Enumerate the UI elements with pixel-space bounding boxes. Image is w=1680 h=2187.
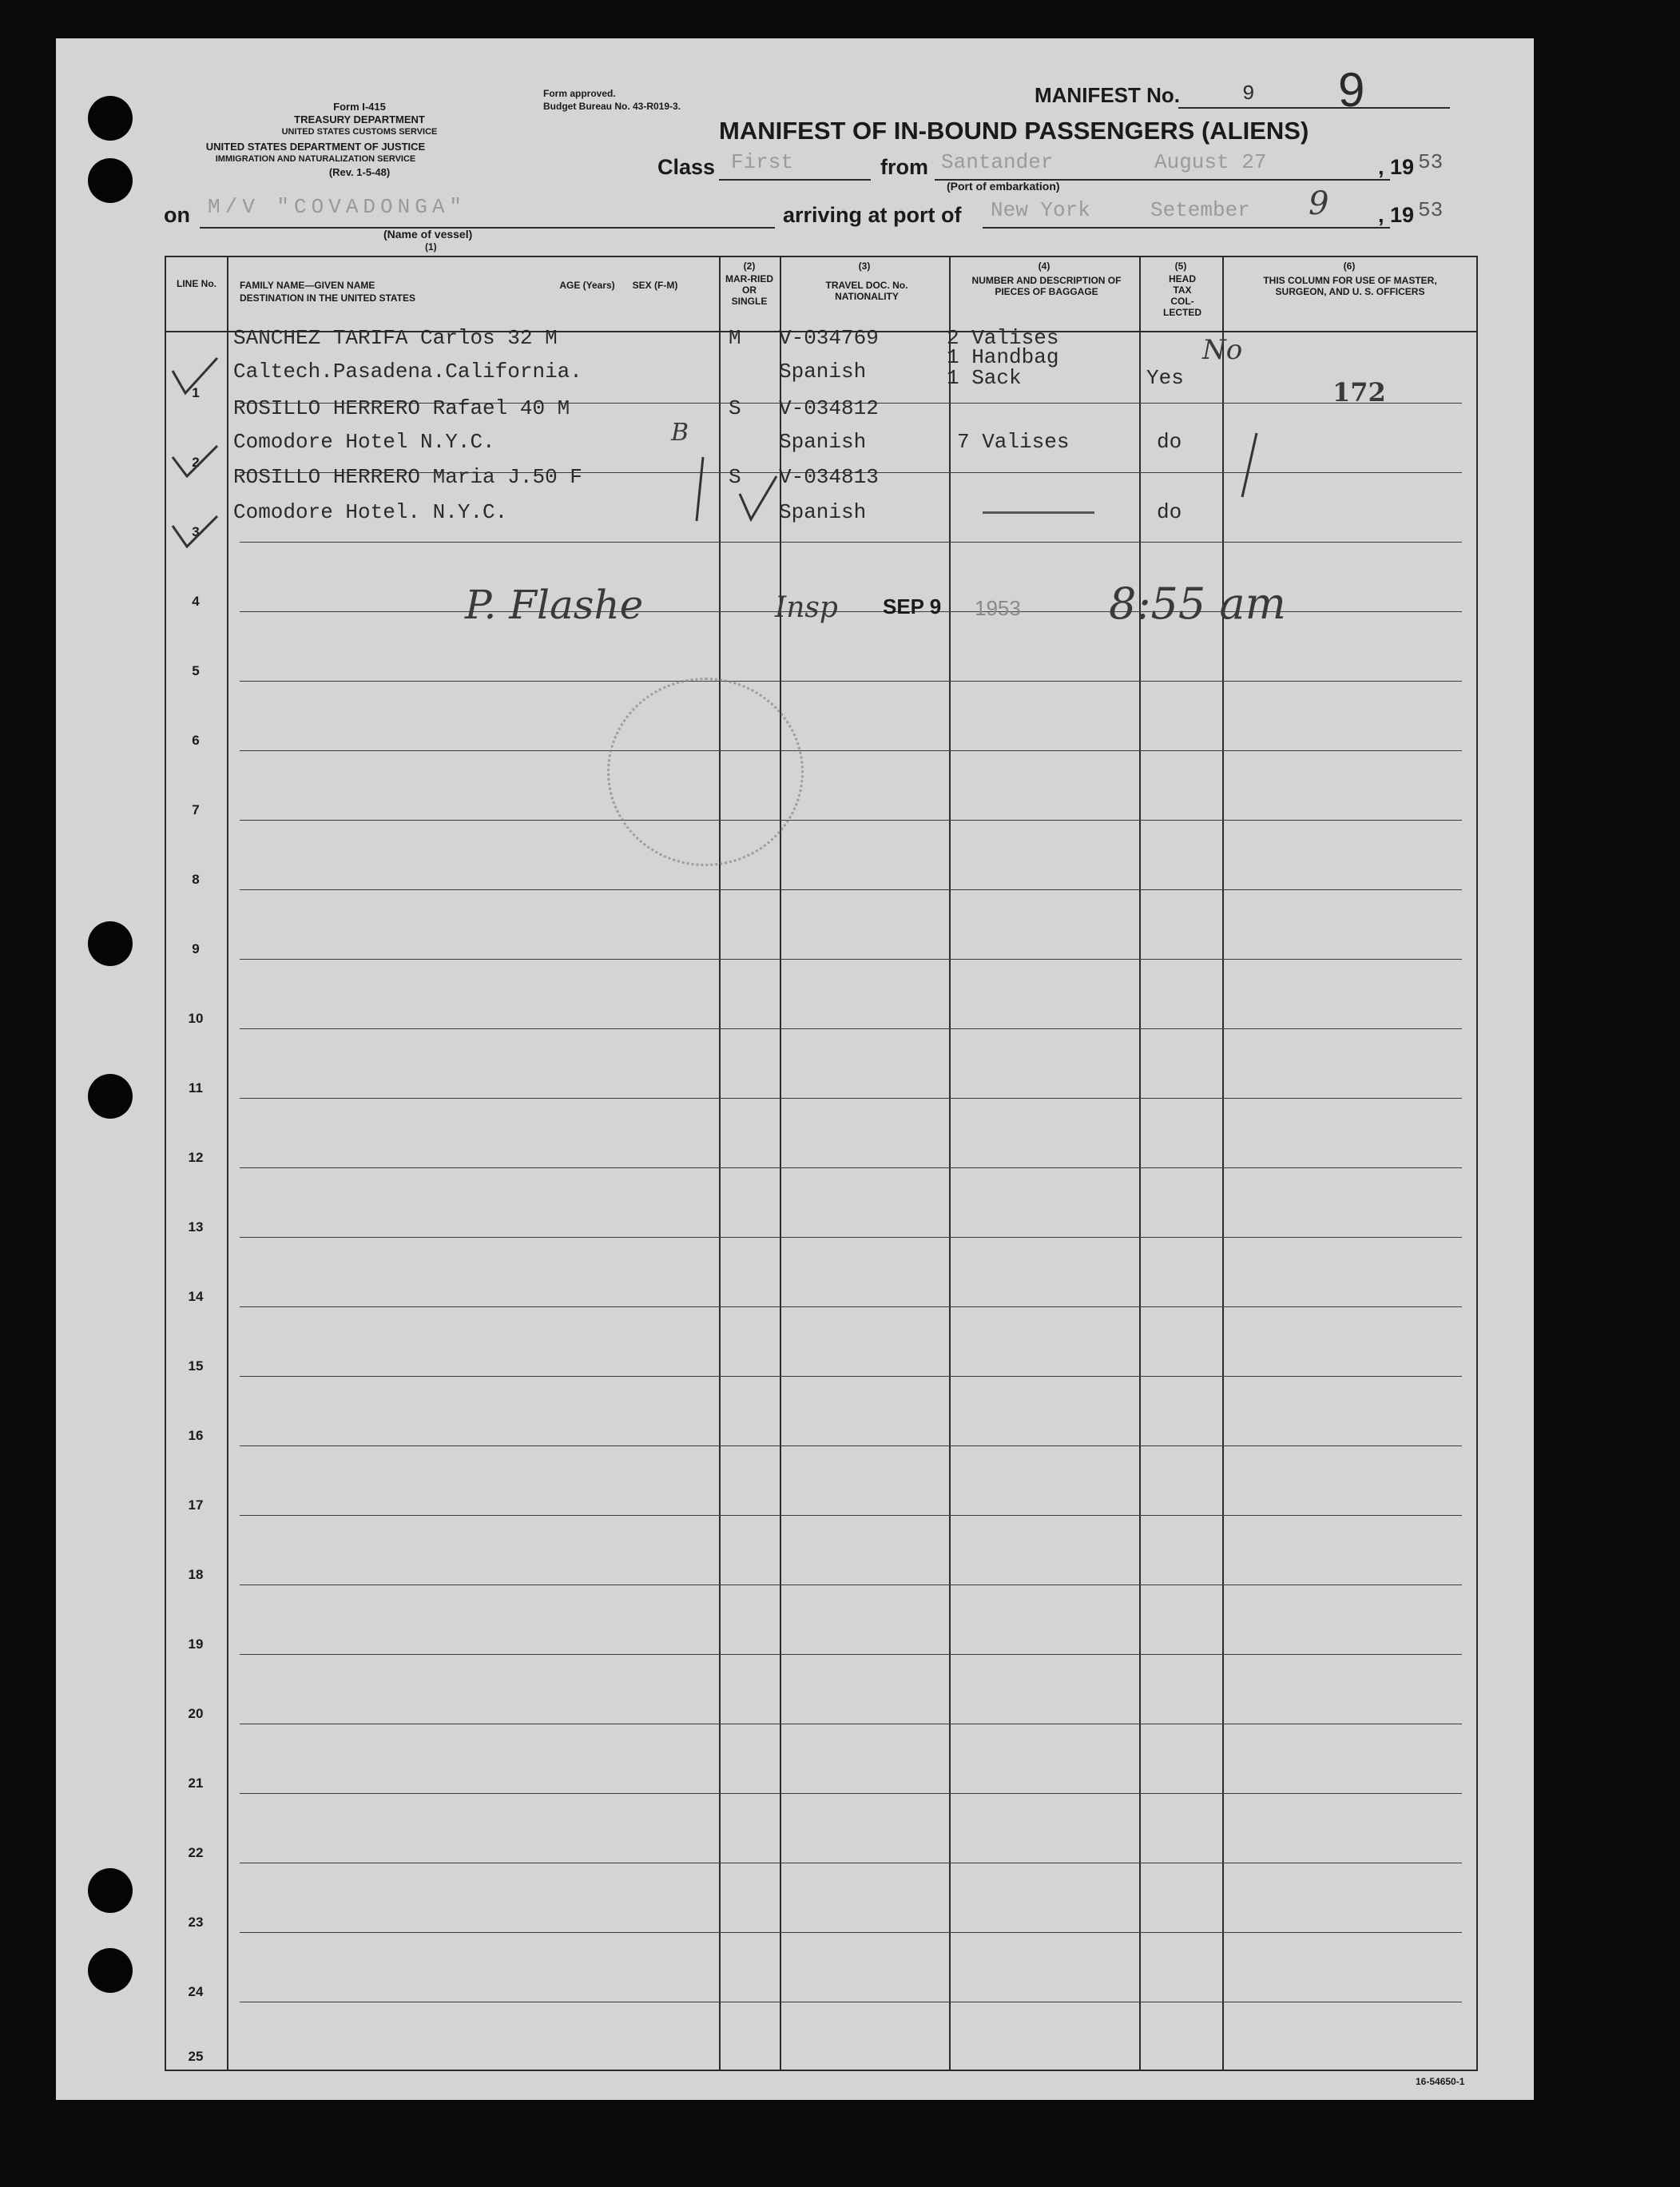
table-top-border [165,256,1478,257]
arriving-label: arriving at port of [783,203,962,227]
row-line [240,820,1462,821]
col-divider-doc [780,256,781,2071]
header-head-tax: HEAD TAX COL-LECTED [1163,273,1201,318]
header-marital: MAR-RIED OR SINGLE [725,273,773,307]
line-number: 18 [188,1567,204,1582]
row-line [240,542,1462,543]
table-left-border [165,256,166,2071]
manifest-no-line [1178,107,1450,109]
entry1-name-age-sex: SANCHEZ TARIFA Carlos 32 M [233,326,558,350]
header-officers-num: (6) [1343,260,1356,272]
row-line [240,1793,1462,1794]
vessel-line [200,227,775,229]
col-divider-marital [719,256,721,2071]
manifest-no-handwritten: 9 [1338,63,1365,117]
form-footer-code: 16-54650-1 [1416,2076,1465,2087]
header-tax-num: (5) [1174,260,1187,272]
check-mark-icon [168,353,224,401]
vessel-name: M/V "COVADONGA" [208,195,467,219]
line-number: 10 [188,1011,204,1026]
entry1-doc: V-034769 [779,326,879,350]
vessel-col-num: (1) [425,241,437,252]
entry2-baggage: 7 Valises [957,430,1070,454]
row-line [240,959,1462,960]
row-line [240,681,1462,682]
on-label: on [164,203,190,227]
manifest-no-typed: 9 [1242,82,1255,105]
line-number: 3 [192,524,200,539]
punch-hole [88,96,133,141]
entry2-doc: V-034812 [779,396,879,420]
row-line [240,1237,1462,1238]
line-number: 14 [188,1289,204,1304]
line-number: 25 [188,2049,204,2064]
punch-hole [88,1074,133,1119]
col-divider-tax [1139,256,1141,2071]
header-officers: THIS COLUMN FOR USE OF MASTER, SURGEON, AND U. S. OFFICERS [1263,275,1437,297]
header-line-no: LINE No. [177,278,216,289]
entry3-baggage-dash [983,511,1094,514]
class-label: Class [657,155,716,179]
official-seal-stamp [607,678,804,866]
line-number: 23 [188,1915,204,1930]
vessel-caption: (Name of vessel) [383,228,473,241]
entry3-destination: Comodore Hotel. N.Y.C. [233,500,508,524]
check-mark-icon [168,502,224,550]
treasury-dept: TREASURY DEPARTMENT [294,113,425,125]
manifest-page [56,38,1534,2100]
depart-year-prefix: , 19 [1378,155,1415,179]
punch-hole [88,1948,133,1993]
entry3-name-age-sex: ROSILLO HERRERO Maria J.50 F [233,465,582,489]
line-number: 21 [188,1775,204,1791]
line-number: 9 [192,941,200,956]
line-number: 16 [188,1428,204,1443]
line-number: 6 [192,733,200,748]
margin-handwritten-b: B [671,419,689,447]
line-number: 13 [188,1219,204,1235]
header-baggage: NUMBER AND DESCRIPTION OF PIECES OF BAGGAGE [971,275,1122,297]
customs-service: UNITED STATES CUSTOMS SERVICE [281,127,438,137]
entry1-head-tax: Yes [1146,366,1184,390]
row-line [240,1028,1462,1029]
check-mark-icon [687,454,719,526]
embarkation-caption: (Port of embarkation) [947,180,1060,193]
entry1-officer-note: 172 [1332,377,1386,408]
col-divider-baggage [949,256,951,2071]
header-travel-doc: TRAVEL DOC. No. NATIONALITY [825,280,908,302]
budget-bureau: Budget Bureau No. 43-R019-3. [543,101,681,112]
line-number: 12 [188,1150,204,1165]
row-line [240,1167,1462,1168]
arrival-day: 9 [1309,185,1329,222]
line-number: 15 [188,1358,204,1374]
entry3-doc: V-034813 [779,465,879,489]
row-line [240,1445,1462,1446]
form-id: Form I-415 [333,101,386,113]
col-divider-officers [1222,256,1224,2071]
entry1-destination: Caltech.Pasadena.California. [233,360,582,384]
arrival-line [983,227,1390,229]
entry1-nationality: Spanish [779,360,867,384]
check-mark-icon [735,470,783,526]
arrival-month: Setember [1150,198,1250,222]
arrival-time: 8:55 am [1109,579,1286,629]
line-number: 22 [188,1845,204,1860]
line-number: 8 [192,872,200,887]
line-number: 11 [189,1080,203,1095]
entry2-nationality: Spanish [779,430,867,454]
header-age: AGE (Years) [559,280,615,291]
entry1-baggage-1: 2 Valises [947,326,1059,350]
check-mark-icon [1234,430,1266,502]
entry3-head-tax: do [1157,500,1182,524]
class-value: First [731,150,794,174]
inspector-title: Insp [775,591,838,624]
header-baggage-num: (4) [1038,260,1050,272]
line-number: 5 [192,663,200,678]
manifest-no-label: MANIFEST No. [1035,83,1180,107]
arrival-year: 53 [1418,198,1444,222]
punch-hole [88,921,133,966]
inspector-signature: P. Flashe [465,582,644,628]
line-number: 17 [188,1497,204,1513]
depart-date: August 27 [1154,150,1267,174]
row-line [240,1654,1462,1655]
header-sex: SEX (F-M) [632,280,678,291]
row-line [240,1306,1462,1307]
depart-year: 53 [1418,150,1444,174]
entry3-marital: S [729,465,741,489]
from-label: from [880,155,928,179]
arrival-year-prefix: , 19 [1378,203,1415,227]
arrival-port: New York [991,198,1090,222]
check-mark-icon [168,433,224,481]
arrival-stamp-date: SEP 9 [883,594,942,618]
entry2-head-tax: do [1157,430,1182,454]
from-value: Santander [941,150,1054,174]
line-number: 1 [192,385,200,400]
immigration-service: IMMIGRATION AND NATURALIZATION SERVICE [215,154,416,164]
line-number: 4 [192,594,200,609]
revision-date: (Rev. 1-5-48) [328,166,391,178]
arrival-stamp-year: 1953 [975,596,1021,620]
table-bottom-border [165,2070,1478,2071]
line-number: 19 [188,1636,204,1652]
row-line [240,1098,1462,1099]
row-line [240,889,1462,890]
row-line [240,750,1462,751]
form-approved: Form approved. [543,88,616,99]
entry1-marital: M [729,326,741,350]
manifest-title: MANIFEST OF IN-BOUND PASSENGERS (ALIENS) [719,117,1309,145]
header-marital-num: (2) [743,260,756,272]
row-line [240,1932,1462,1933]
row-line [240,1515,1462,1516]
justice-dept: UNITED STATES DEPARTMENT OF JUSTICE [205,141,426,153]
entry2-name-age-sex: ROSILLO HERRERO Rafael 40 M [233,396,570,420]
entry3-nationality: Spanish [779,500,867,524]
entry2-destination: Comodore Hotel N.Y.C. [233,430,495,454]
header-family-name: FAMILY NAME—GIVEN NAME [240,280,375,291]
header-destination: DESTINATION IN THE UNITED STATES [240,292,416,304]
punch-hole [88,1868,133,1913]
line-number: 20 [188,1706,204,1721]
row-line [240,1376,1462,1377]
col-divider-line-no [227,256,228,2071]
entry2-marital: S [729,396,741,420]
class-line [719,179,871,181]
table-right-border [1476,256,1478,2071]
entry1-baggage-2: 1 Handbag [947,345,1059,369]
entry1-head-tax-handwritten: No [1202,334,1243,366]
header-doc-num: (3) [858,260,871,272]
line-number: 24 [188,1984,204,1999]
line-number: 2 [192,455,200,470]
entry1-baggage-3: 1 Sack [947,366,1022,390]
punch-hole [88,158,133,203]
line-number: 7 [192,802,200,817]
